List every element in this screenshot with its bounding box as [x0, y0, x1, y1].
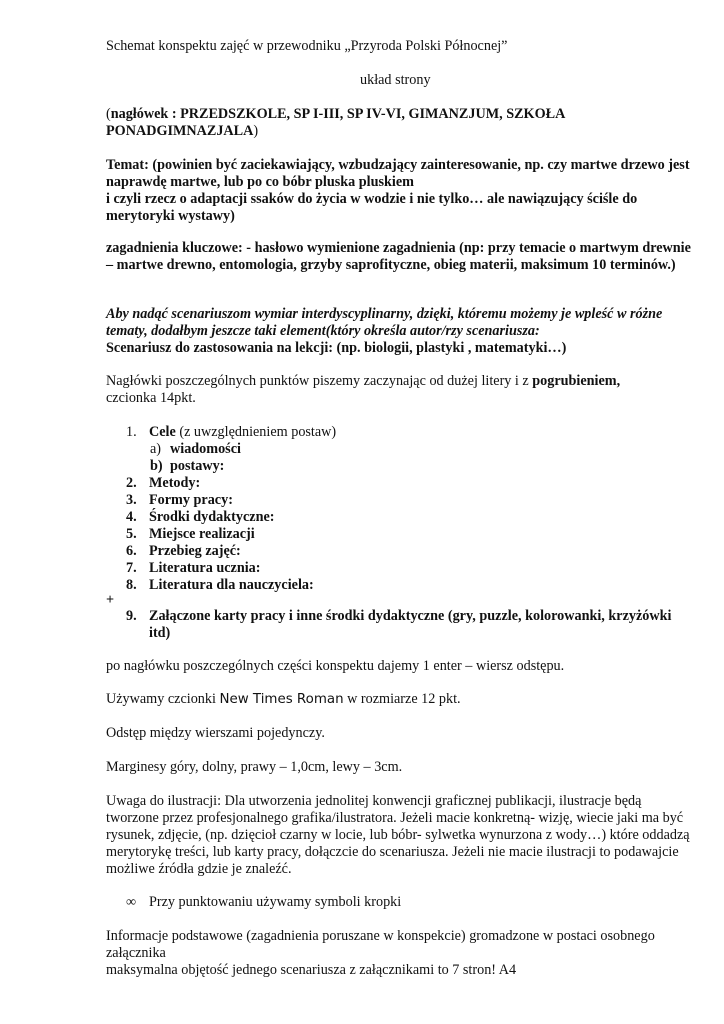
outline-sub-a-label: wiadomości — [170, 441, 241, 457]
headings-note-text2: czcionka 14pkt. — [106, 390, 196, 406]
outline-item-2 — [126, 475, 686, 492]
outline-item-7-num: 7. — [126, 560, 137, 576]
outline-item-3 — [126, 492, 686, 509]
interdisciplinary-italic: Aby nadąć scenariuszom wymiar interdyscyplinarny, dzięki, któremu możemy je wpleść w różne tematy, dodałbym jeszcze taki element(który określa autor/rzy scenariusza: — [106, 306, 663, 339]
header-note-prefix: ( — [106, 106, 111, 122]
font-note — [106, 691, 691, 708]
header-note-bold: nagłówek : PRZEDSZKOLE, SP I-III, SP IV-VI, GIMANZJUM, SZKOŁA PONADGIMNAZJALA — [106, 106, 565, 139]
outline-item-1-rest: (z uwzględnieniem postaw) — [175, 424, 337, 440]
outline-item-9 — [126, 608, 686, 642]
outline-item-3-num: 3. — [126, 492, 137, 508]
enter-note: po nagłówku poszczególnych części konspektu dajemy 1 enter – wiersz odstępu. — [106, 658, 565, 674]
font-note-font: New Times Roman — [219, 692, 344, 707]
headings-note — [106, 373, 691, 407]
infinity-bullet-icon: ∞ — [126, 894, 137, 910]
bullet-item-text: Przy punktowaniu używamy symboli kropki — [149, 894, 402, 910]
outline-item-5 — [126, 526, 686, 543]
font-note-prefix: Używamy czcionki — [106, 691, 220, 707]
outline-item-1-num: 1. — [126, 424, 137, 440]
plus-marker: + — [106, 592, 115, 608]
document-title: Schemat konspektu zajęć w przewodniku „Przyroda Polski Północnej” — [106, 38, 508, 54]
outline-item-8-num: 8. — [126, 577, 137, 593]
outline-item-4 — [126, 509, 686, 526]
outline-item-2-label: Metody: — [149, 475, 201, 491]
outline-item-8 — [126, 577, 686, 594]
outline-sub-a — [150, 441, 710, 458]
info-note: Informacje podstawowe (zagadnienia poruszane w konspekcie) gromadzone w postaci osobnego załącznika — [106, 928, 655, 961]
outline-item-6-num: 6. — [126, 543, 137, 559]
outline-item-8-label: Literatura dla nauczyciela: — [149, 577, 314, 593]
outline-item-3-label: Formy pracy: — [149, 492, 233, 508]
outline-item-4-num: 4. — [126, 509, 137, 525]
document-subtitle: układ strony — [360, 72, 431, 88]
outline-item-7 — [126, 560, 686, 577]
outline-item-9-num: 9. — [126, 608, 137, 624]
temat-line2: i czyli rzecz o adaptacji ssaków do życia w wodzie i nie tylko… ale nawiązujący ściśle do merytoryki wystawy) — [106, 191, 638, 224]
margins-note: Marginesy góry, dolny, prawy – 1,0cm, lewy – 3cm. — [106, 759, 403, 775]
interdisciplinary-paragraph — [106, 306, 691, 357]
outline-item-2-num: 2. — [126, 475, 137, 491]
temat-paragraph — [106, 157, 691, 225]
outline-item-5-num: 5. — [126, 526, 137, 542]
interdisciplinary-bold: Scenariusz do zastosowania na lekcji: (np. biologii, plastyki , matematyki…) — [106, 340, 567, 356]
outline-item-4-label: Środki dydaktyczne: — [149, 509, 275, 525]
outline-sub-b — [150, 458, 710, 475]
outline-item-6-label: Przebieg zajęć: — [149, 543, 241, 559]
headings-note-text: Nagłówki poszczególnych punktów piszemy zaczynając od dużej litery i z — [106, 373, 533, 389]
outline-sub-b-num: b) — [150, 458, 163, 474]
header-note — [106, 106, 691, 140]
illustrations-note: Uwaga do ilustracji: Dla utworzenia jednolitej konwencji graficznej publikacji, ilustracje będą tworzone przez profesjonalnego grafika/ilustratora. Jeżeli macie konkretną- wizję, wiecie jaki ma być rysunek, zdjęcie, (np. dzięcioł czarny w locie, lub bóbr- sylwetka wynurzona z wody…) które oddadzą merytorykę treści, lub karty pracy, dołączcie do scenariusza. Jeżeli nie macie ilustracji to podawajcie możliwe źródła gdzie je znaleźć. — [106, 793, 690, 877]
max-note: maksymalna objętość jednego scenariusza z załącznikami to 7 stron! A4 — [106, 962, 517, 978]
outline-item-1 — [126, 424, 686, 441]
outline-sub-b-label: postawy: — [170, 458, 225, 474]
spacing-note: Odstęp między wierszami pojedynczy. — [106, 725, 325, 741]
outline-item-7-label: Literatura ucznia: — [149, 560, 261, 576]
headings-note-bold: pogrubieniem, — [532, 373, 621, 389]
temat-line1: Temat: (powinien być zaciekawiający, wzbudzający zainteresowanie, np. czy martwe drzewo jest naprawdę martwe, lub po co bóbr pluska pluskiem — [106, 157, 690, 190]
bullet-item — [126, 894, 686, 911]
font-note-suffix: w rozmiarze 12 pkt. — [343, 691, 461, 707]
outline-item-9-label: Załączone karty pracy i inne środki dydaktyczne (gry, puzzle, kolorowanki, krzyżówki itd) — [149, 608, 672, 641]
zagadnienia-paragraph: zagadnienia kluczowe: - hasłowo wymienione zagadnienia (np: przy temacie o martwym drewnie – martwe drewno, entomologia, grzyby saprofityczne, obieg materii, maksimum 10 terminów.) — [106, 240, 691, 273]
outline-item-5-label: Miejsce realizacji — [149, 526, 255, 542]
outline-item-6 — [126, 543, 686, 560]
header-note-suffix: ) — [253, 123, 259, 139]
outline-sub-a-num: a) — [150, 441, 162, 457]
outline-item-1-label: Cele — [149, 424, 176, 440]
